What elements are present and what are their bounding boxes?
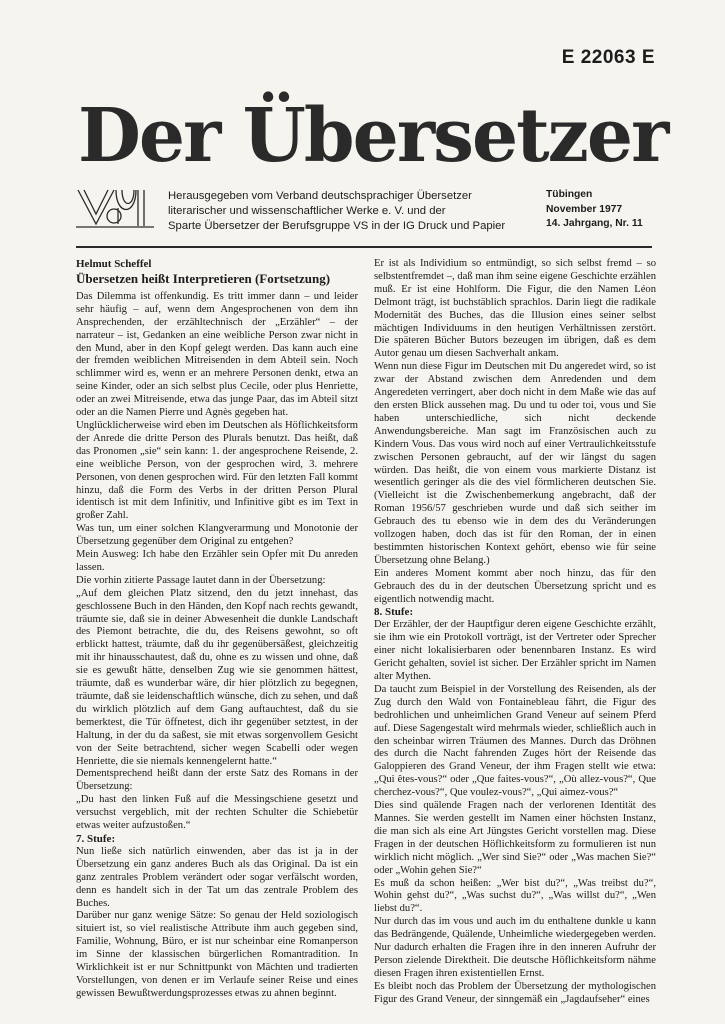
paragraph: Nur durch das im vous und auch im du enthaltene dunkle u kann das Bedrängende, Quälende, Unheimliche wiedergegeben werden. Nur dadurch erhalten die Fragen ihre in den inneren Aufruhr der Person zielende Direktheit. Die deutsche Höflichkeitsform nähme diesen Fragen ihren existentiellen Ernst. [374,916,656,979]
paragraph: Der Erzähler, der der Hauptfigur deren eigene Geschichte erzählt, sie ihm wie ein Protokoll vorträgt, ist der Vertreter oder Sprecher einer nicht lokalisierbaren oder benennbaren Instanz. Es wird Gericht gehalten, soviel ist sicher. Der Erzähler spricht im Namen alter Mythen. [374,619,656,682]
publisher-line: Herausgegeben vom Verband deutschsprachiger Übersetzer [168,190,472,202]
masthead [78,93,668,179]
vdu-logo-icon [76,186,154,230]
issue-place: Tübingen [546,189,593,200]
paragraph: Was tun, um einer solchen Klangverarmung und Monotonie der Übersetzung gegenüber dem Original zu entgehen? [76,523,358,548]
article-column-right [374,258,656,1007]
paragraph: Das Dilemma ist offenkundig. Es tritt immer dann – und leider sehr häufig – auf, wenn dem Angesprochenen von dem ihn Ansprechenden, der erzähltechnisch der „Erzähler“ – der narrateur – ist, Gedanken an eine weibliche Person zwar nicht in den Mund, aber in den Kopf gelegt werden. Das kann auch eine der fremden weiblichen Mitreisenden in dem Abteil sein. Noch schlimmer wird es, wenn er an mehrere Personen denkt, etwa an seine Kinder, oder an sich selbst plus Cecile, oder plus Henriette, oder an zwei Mitreisende, etwa das junge Paar, das im Abteil sitzt oder an die Namen Pierre und Agnès gegeben hat. [76,290,358,419]
masthead-title: Der Übersetzer [78,93,668,179]
issue-volume: 14. Jahrgang, Nr. 11 [546,218,643,229]
header-divider [76,246,652,248]
quotation: „Du hast den linken Fuß auf die Messingschiene gesetzt und versuchst vergeblich, mit der rechten Schulter die Schiebetür etwas weiter aufzustoßen.“ [76,794,358,832]
paragraph: Er ist als Individium so entmündigt, so sich selbst fremd – so selbstentfremdet –, daß man ihm seine eigene Geschichte erzählen muß. Er ist eine Hohlform. Die Figur, die den Namen Léon Delmont trägt, ist buchstäblich sprachlos. Darin liegt die radikale Modernität des Buches, das die Illusion eines seiner selbst mächtigen Individuums in den heutigen Verhältnissen zerstört. Die späteren Bücher Butors bezeugen im übrigen, daß es dem Autor genau um diesen Sachverhalt ankam. [374,258,656,360]
paragraph: Es bleibt noch das Problem der Übersetzung der mythologischen Figur des Grand Veneur, der sinngemäß ein „Jagdaufseher“ eines [374,980,656,1005]
paragraph: Mein Ausweg: Ich habe den Erzähler sein Opfer mit Du anreden lassen. [76,549,358,573]
paragraph: Darüber nur ganz wenige Sätze: So genau der Held soziologisch situiert ist, so viel realistische Attribute ihm auch gegeben sind, Familie, Wohnung, Büro, er ist nur scheinbar eine Romanperson im Sinne der klassischen bürgerlichen Romantradition. In Wirklichkeit ist er nur Schnittpunkt von Mächten und tradierten Vorstellungen, von denen er im Verlaufe seiner Reise und eines gewissen Bewußtwerdungsprozesses etwas zu ahnen beginnt. [76,910,358,999]
postal-code: E 22063 E [561,47,655,68]
article-column-left [76,258,358,1001]
publisher-line: literarischer und wissenschaftlicher Werke e. V. und der [168,205,446,217]
quotation: „Auf dem gleichen Platz sitzend, den du jetzt innehast, das geschlossene Buch in den Händen, den Kopf nach rechts gewandt, träumte sie, daß sie in deiner Abwesenheit die dunkle Landschaft des Piemont betrachte, die du, des Reisens gewohnt, so oft erblickt hattest, träumte, daß du ihr gegenübersäßest, gleichzeitig mit ihr hinausschautest, daß du, ohne es zu wissen und ohne, daß sie es gewußt hätte, denselben Zug wie sie genommen hättest, träumte, daß es wunderbar wäre, dir hier plötzlich zu begegnen, träumte, daß sie leidenschaftlich wünsche, dich zu sehen, und daß du wirklich plötzlich auf dem Gang auftauchtest, daß du sie bemerktest, die Tür öffnetest, dich ihr gegenüber setztest, in der Haltung, in der du da saßest, sie mit etwas sorgenvollem Gesicht von der Seite betrachtend, sicher wegen Scabelli oder wegen Henriette, die sie niemals kennengelernt hatte.“ [76,587,358,767]
publisher-line: Sparte Übersetzer der Berufsgruppe VS in der IG Druck und Papier [168,220,506,232]
publisher-info [168,189,508,234]
article-author: Helmut Scheffel [76,258,152,270]
paragraph: Es muß da schon heißen: „Wer bist du?“, „Was treibst du?“, Wohin gehst du?“, „Was suchst du?“, „Was willst du?“, „Wen liebst du?“. [374,877,656,915]
paragraph: Wenn nun diese Figur im Deutschen mit Du angeredet wird, so ist zwar der Abstand zwischen dem Anredenden und dem Angeredeten verringert, aber doch nicht in dem Maße wie das auf den ersten Blick aussehen mag. Du und tu oder toi, vous und Sie haben unterschiedliche, sich nicht deckende Anwendungsbereiche. Man sagt im Französischen auch zu Kindern Vous. Das vous wird noch auf einer Vertraulichkeitsstufe zwischen Personen gebraucht, auf der wir längst du sagen würden. Das heißt, die von einem vous markierte Distanz ist wesentlich geringer als die des viel förmlicheren deutschen Sie. (Vielleicht ist die Zwischenbemerkung angebracht, daß der Roman 1956/57 geschrieben wurde und daß sich seither im Gebrauch des tu ebenso wie in dem des du Veränderungen vollzogen haben, doch das ist für den Roman, der in einen bestimmten historischen Kontext gehört, ebenso wie für seine Übersetzung ohne Belang.) [374,361,656,566]
section-heading: 7. Stufe: [76,832,116,845]
issue-date: November 1977 [546,203,623,215]
paragraph: Da taucht zum Beispiel in der Vorstellung des Reisenden, als der Zug durch den Wald von Fontainebleau fährt, die Figur des bedrohlichen und unheimlichen Grand Veneur auf seinem Pferd auf. Diese Sagengestalt wird mehrmals wieder, schließlich auch in den scheinbar wirren Träumen des Mannes. Durch das Dröhnen des durch die Nacht fahrenden Zuges hört der Reisende das Galoppieren des Grand Veneur, der ihm Fragen stellt wie etwa: „Qui êtes-vous?“ oder „Que faites-vous?“, „Où allez-vous?“, Que cherchez-vous?“, Que voulez-vous?“, „Qui aimez-vous?“ [374,683,656,799]
paragraph: Unglücklicherweise wird eben im Deutschen als Höflichkeitsform der Anrede die dritte Person des Plurals benutzt. Das heißt, daß das Pronomen „sie“ sein kann: 1. der angesprochene Reisende, 2. eine weibliche Person, von der gesprochen wird, 3. mehrere Personen, von denen gesprochen wird. Für den letzten Fall kommt hinzu, daß die Form des Verbs in der dritten Person Plural identisch ist mit dem Infinitiv, und Infinitive gibt es im Text in großer Zahl. [76,419,358,522]
section-heading: 8. Stufe: [374,606,414,619]
article-headline: Übersetzen heißt Interpretieren (Fortsetzung) [76,270,331,286]
paragraph: Dementsprechend heißt dann der erste Satz des Romans in der Übersetzung: [76,768,358,793]
issue-info [546,188,643,232]
paragraph: Ein anderes Moment kommt aber noch hinzu, das für den Gebrauch des du in der deutschen Übersetzung spricht und es eigentlich notwendig macht. [374,567,656,605]
paragraph: Nun ließe sich natürlich einwenden, aber das ist ja in der Übersetzung ein ganz anderes Buch als das Original. Da ist ein ganz zentrales Problem verändert oder sogar verfälscht worden, denn es handelt sich in der Tat um das zentrale Problem des Buches. [76,845,358,909]
paragraph: Dies sind quälende Fragen nach der verlorenen Identität des Mannes. Sie werden gestellt im Namen einer höchsten Instanz, die man sich als eine Art Jüngstes Gericht vorstellen mag. Diese Fragen in der deutschen Höflichkeitsform zu formulieren ist nun wirklich nicht möglich. „Wer sind Sie?“ oder „Was machen Sie?“ oder „Wohin gehen Sie?“ [374,800,656,876]
paragraph: Die vorhin zitierte Passage lautet dann in der Übersetzung: [76,574,326,586]
